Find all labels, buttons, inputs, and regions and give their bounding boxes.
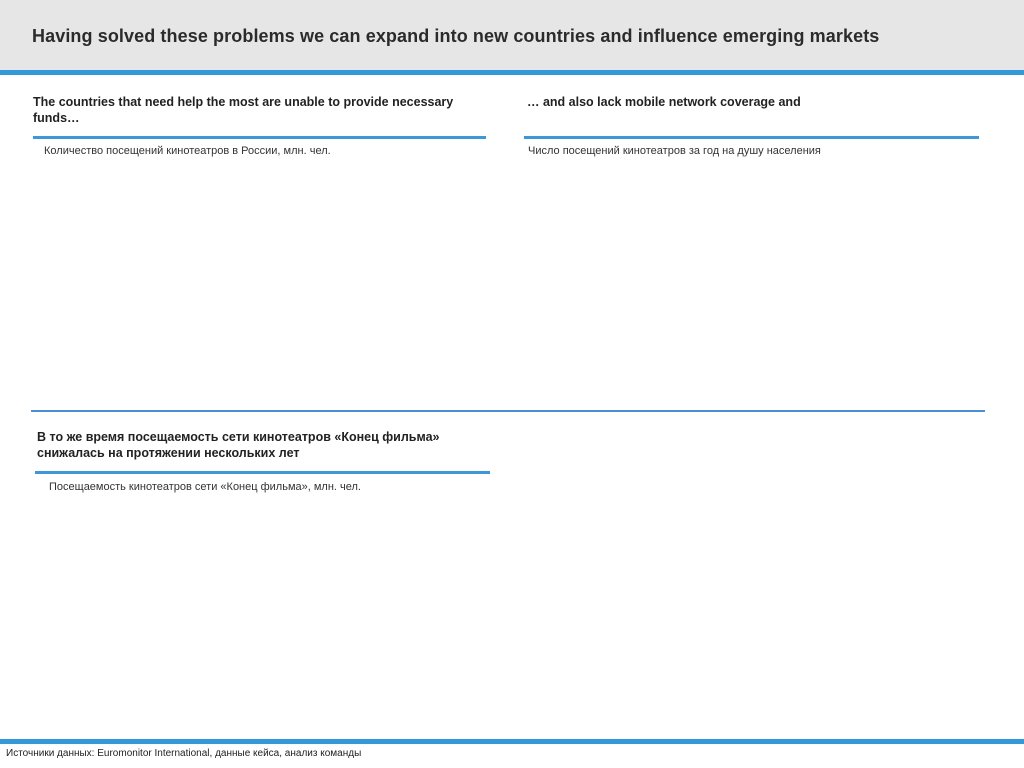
right-chart-caption: Число посещений кинотеатров за год на душу населения	[528, 145, 821, 157]
bottom-chart-caption: Посещаемость кинотеатров сети «Конец фильма», млн. чел.	[49, 481, 361, 493]
source-note: Источники данных: Euromonitor International, данные кейса, анализ команды	[6, 748, 362, 759]
left-block-divider	[33, 136, 486, 139]
bottom-block-divider	[35, 471, 490, 474]
bottom-block-title: В то же время посещаемость сети кинотеатров «Конец фильма» снижалась на протяжении нескольких лет	[37, 430, 440, 460]
section-divider	[31, 410, 985, 412]
right-block-divider	[524, 136, 979, 139]
left-block-title: The countries that need help the most are unable to provide necessary funds…	[33, 95, 454, 125]
right-block-title: … and also lack mobile network coverage and	[527, 95, 801, 109]
left-chart-caption: Количество посещений кинотеатров в России, млн. чел.	[44, 145, 331, 157]
slide-title: Having solved these problems we can expand into new countries and influence emerging markets	[32, 26, 880, 46]
header-accent-bar	[0, 70, 1024, 75]
footer-accent-bar	[0, 739, 1024, 744]
slide-header	[0, 0, 1024, 70]
